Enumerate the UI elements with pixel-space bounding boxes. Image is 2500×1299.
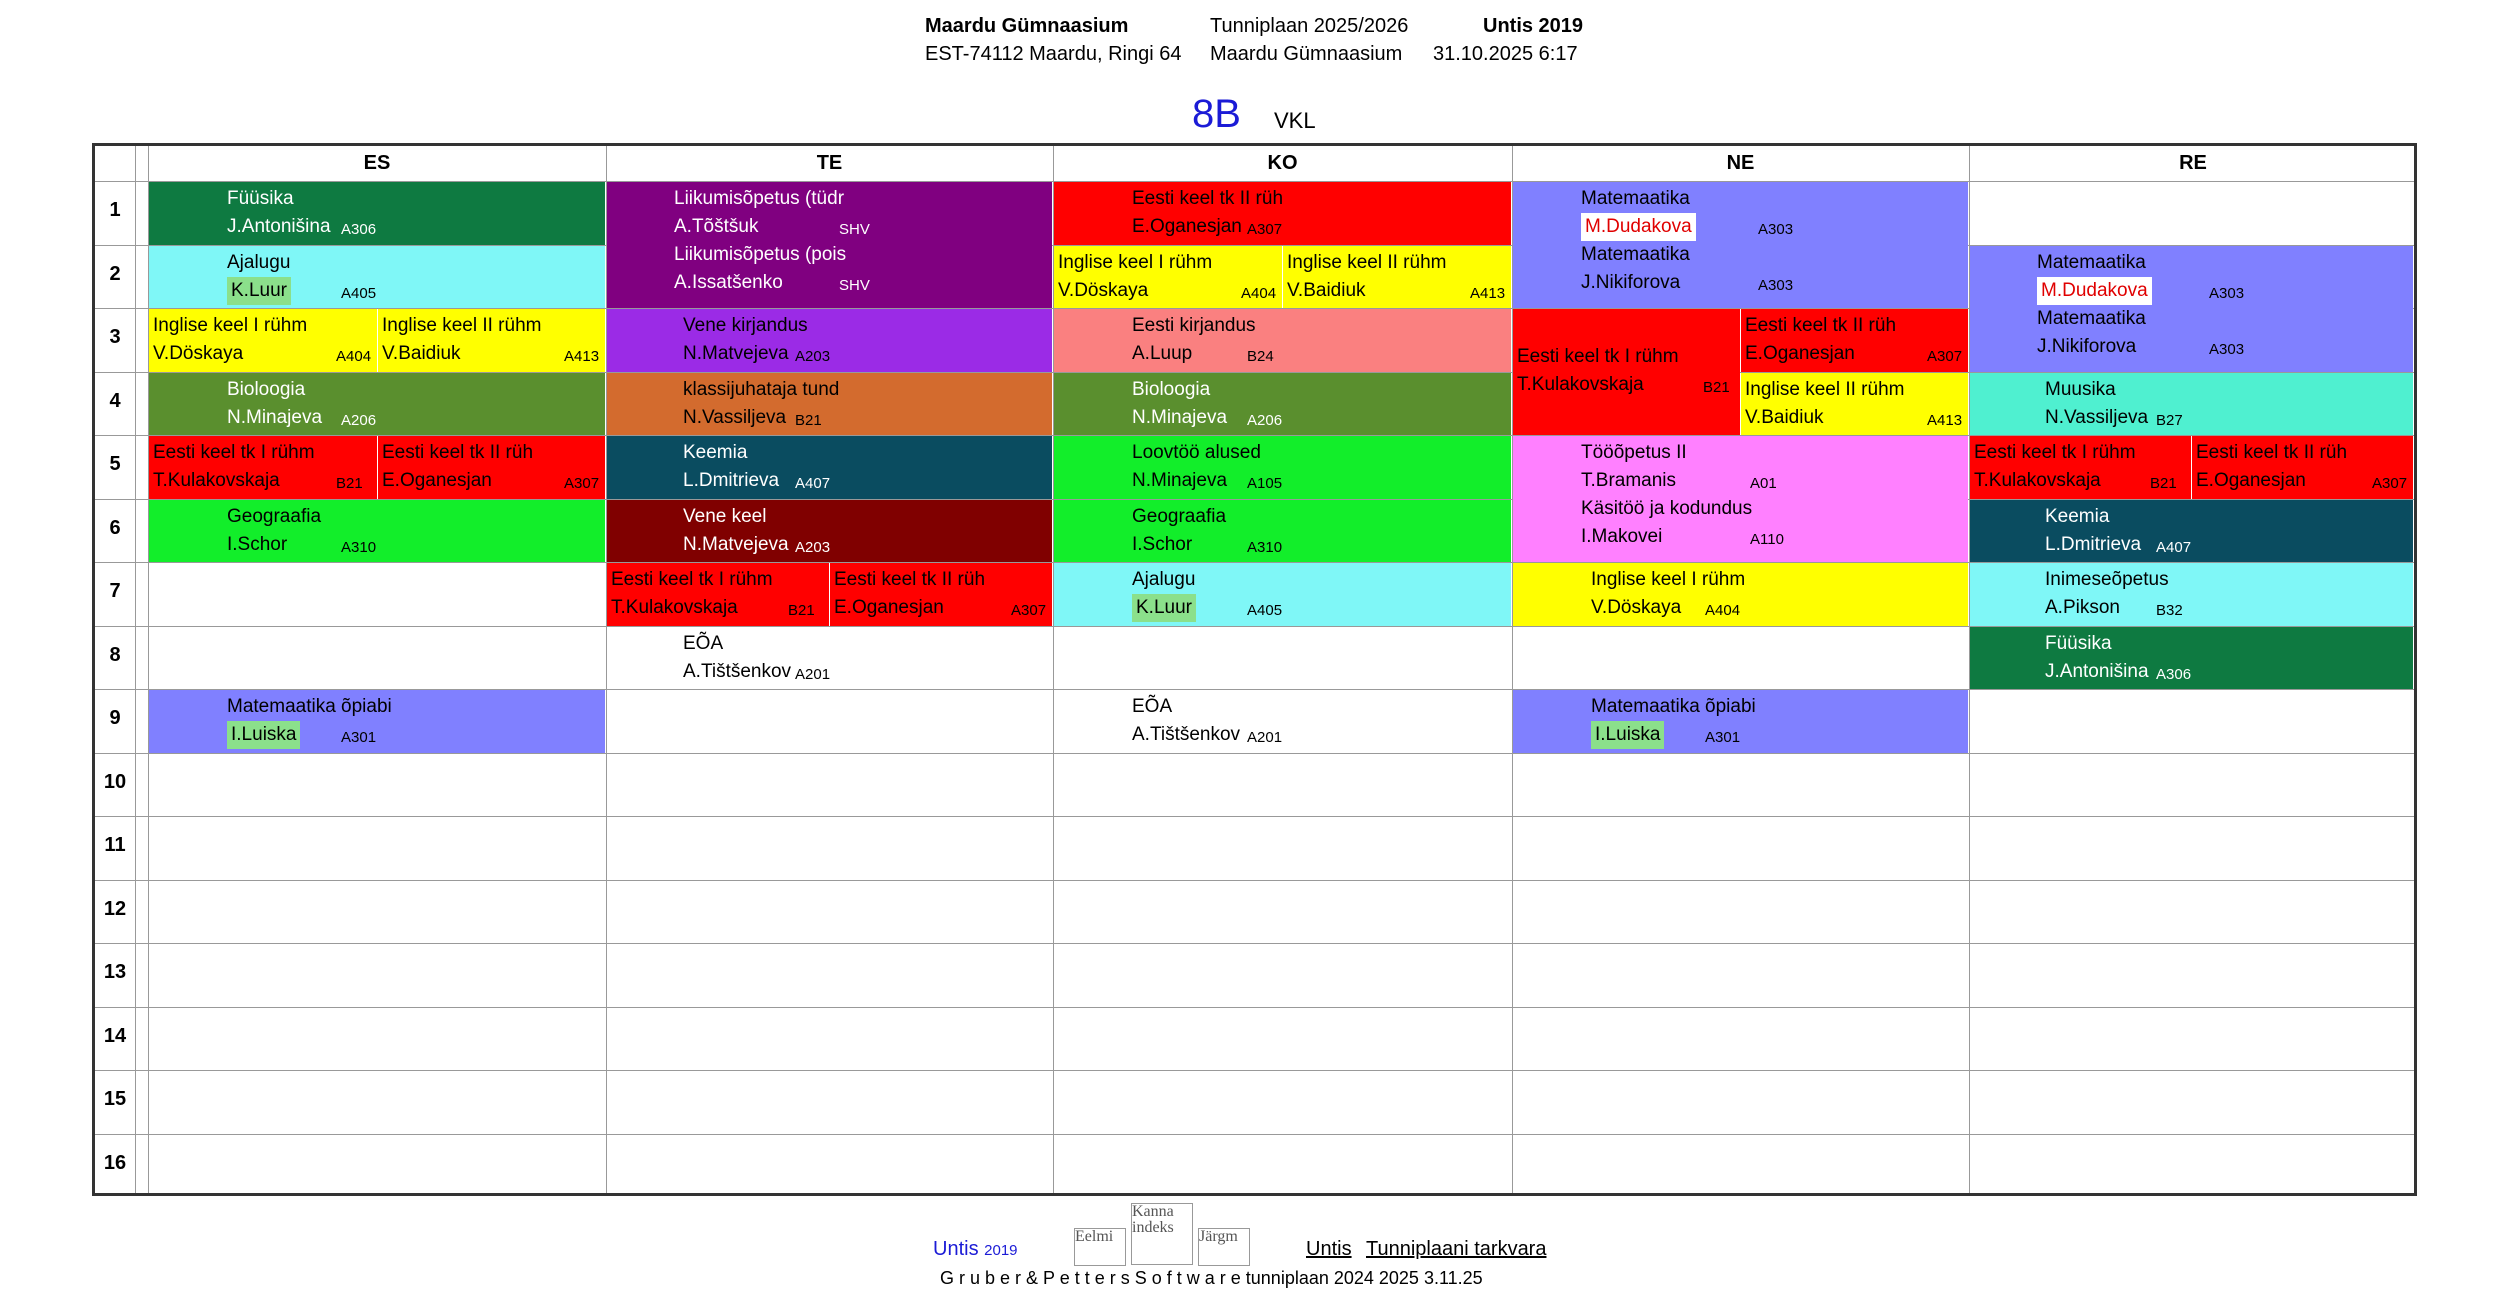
period-number: 13 — [103, 961, 127, 983]
lesson-cell-ko-bioloogia: Bioloogia N.Minajeva A206 — [1054, 373, 1511, 436]
lesson-cell-ko-geograafia: Geograafia I.Schor A310 — [1054, 500, 1511, 563]
day-header-re: RE — [2179, 152, 2207, 174]
period-number: 8 — [109, 643, 121, 666]
period-number: 2 — [109, 262, 121, 285]
period-number: 1 — [109, 199, 121, 221]
school-name-2: Maardu Gümnaasium — [1210, 43, 1403, 65]
plan-title: Tunniplaan 2025/2026 — [1210, 15, 1409, 37]
lesson-cell-es-inglise2: Inglise keel II rühm V.Baidiuk A413 — [378, 309, 605, 372]
school-name: Maardu Gümnaasium — [925, 15, 1129, 37]
lesson-cell-ko-eesti-kirj: Eesti kirjandus A.Luup B24 — [1054, 309, 1511, 372]
next-icon[interactable]: Järgm — [1198, 1228, 1250, 1266]
period-number: 5 — [109, 453, 121, 475]
lesson-cell-es-geograafia: Geograafia I.Schor A310 — [149, 500, 605, 563]
lesson-cell-re-muusika: Muusika N.Vassiljeva B27 — [1970, 373, 2413, 436]
lesson-cell-te-vene-kirj: Vene kirjandus N.Matvejeva A203 — [607, 309, 1052, 372]
lesson-cell-te-vene-keel: Vene keel N.Matvejeva A203 — [607, 500, 1052, 563]
lesson-cell-ko-loovtoo: Loovtöö alused N.Minajeva A105 — [1054, 436, 1511, 499]
lesson-cell-es-opiabi: Matemaatika õpiabi I.Luiska A301 — [149, 690, 605, 753]
lesson-cell-ko-ajalugu: Ajalugu K.Luur A405 — [1054, 563, 1511, 626]
lesson-cell-te-liikumine: Liikumisõpetus (tüdr A.Tõštšuk SHV Liikumisõpetus (pois A.Issatšenko SHV — [607, 182, 1052, 308]
lesson-cell-ko-eoa: EÕA A.Tištšenkov A201 — [1132, 696, 1283, 746]
row-divider — [95, 816, 2414, 817]
period-number: 11 — [104, 834, 126, 856]
period-number: 6 — [109, 516, 121, 539]
row-divider — [95, 943, 2414, 944]
lesson-cell-es-eesti1: Eesti keel tk I rühm T.Kulakovskaja B21 — [149, 436, 377, 499]
lesson-cell-es-eesti2: Eesti keel tk II rüh E.Oganesjan A307 — [378, 436, 605, 499]
lesson-cell-es-fuusika: Füüsika J.Antonišina A306 — [149, 182, 605, 245]
product-name: Untis 2019 — [1483, 15, 1584, 37]
day-header-ne: NE — [1726, 152, 1755, 174]
lesson-cell-re-fuusika: Füüsika J.Antonišina A306 — [1970, 627, 2413, 690]
lesson-cell-ne-inglise1: Inglise keel I rühm V.Döskaya A404 — [1513, 563, 1968, 626]
lesson-cell-ko-inglise1: Inglise keel I rühm V.Döskaya A404 — [1054, 246, 1282, 309]
row-divider — [95, 1134, 2414, 1135]
period-number: 16 — [103, 1151, 127, 1174]
class-teacher: VKL — [1274, 108, 1316, 133]
period-number: 15 — [103, 1088, 127, 1110]
lesson-cell-es-inglise1: Inglise keel I rühm V.Döskaya A404 — [149, 309, 377, 372]
lesson-cell-te-eesti1: Eesti keel tk I rühm T.Kulakovskaja B21 — [607, 563, 829, 626]
lesson-cell-re-keemia: Keemia L.Dmitrieva A407 — [1970, 500, 2413, 563]
lesson-cell-re-inimese: Inimeseõpetus A.Pikson B32 — [1970, 563, 2413, 626]
lesson-cell-re-eesti1: Eesti keel tk I rühm T.Kulakovskaja B21 — [1970, 436, 2191, 499]
row-divider — [95, 753, 2414, 754]
lesson-cell-ko-eesti2: Eesti keel tk II rüh E.Oganesjan A307 — [1054, 182, 1511, 245]
timetable-grid — [92, 143, 2417, 1196]
period-number: 4 — [109, 389, 121, 412]
index-icon[interactable]: Kanna indeks — [1131, 1203, 1193, 1265]
lesson-cell-re-matemaatika: Matemaatika M.Dudakova A303 Matemaatika J.Nikiforova A303 — [1970, 246, 2413, 372]
lesson-cell-ne-matemaatika: Matemaatika M.Dudakova A303 Matemaatika J.Nikiforova A303 — [1513, 182, 1968, 308]
period-number: 14 — [103, 1024, 127, 1047]
row-divider — [95, 880, 2414, 881]
lesson-cell-te-keemia: Keemia L.Dmitrieva A407 — [607, 436, 1052, 499]
lesson-cell-te-klassijuh: klassijuhataja tund N.Vassiljeva B21 — [607, 373, 1052, 436]
period-number: 7 — [109, 580, 121, 602]
school-address: EST-74112 Maardu, Ringi 64 — [925, 43, 1182, 65]
lesson-cell-ne-inglise2: Inglise keel II rühm V.Baidiuk A413 — [1741, 373, 1968, 436]
previous-icon[interactable]: Eelmi — [1074, 1228, 1126, 1266]
period-number: 3 — [109, 326, 121, 348]
lesson-cell-ne-toootpetus: Tööõpetus II T.Bramanis A01 Käsitöö ja kodundus I.Makovei A110 — [1513, 436, 1968, 562]
period-number: 9 — [109, 707, 121, 729]
row-divider — [95, 1007, 2414, 1008]
day-header-ko: KO — [1267, 152, 1298, 174]
class-title: 8B — [1192, 92, 1241, 136]
software-link[interactable]: Tunniplaani tarkvara — [1366, 1238, 1547, 1260]
lesson-cell-te-eesti2: Eesti keel tk II rüh E.Oganesjan A307 — [830, 563, 1052, 626]
period-number: 10 — [103, 770, 127, 793]
footer-credit: G r u b e r & P e t t e r s S o f t w a r e tunniplaan 2024 2025 3.11.25 — [940, 1268, 1483, 1288]
day-header-es: ES — [363, 152, 391, 174]
lesson-cell-es-ajalugu: Ajalugu K.Luur A405 — [149, 246, 605, 309]
footer-untis: Untis 2019 — [933, 1238, 1018, 1260]
lesson-cell-ne-eesti2: Eesti keel tk II rüh E.Oganesjan A307 — [1741, 309, 1968, 372]
untis-link[interactable]: Untis — [1306, 1238, 1352, 1260]
lesson-cell-ko-inglise2: Inglise keel II rühm V.Baidiuk A413 — [1283, 246, 1511, 309]
row-divider — [95, 1070, 2414, 1071]
period-number: 12 — [103, 897, 127, 920]
lesson-cell-re-eesti2: Eesti keel tk II rüh E.Oganesjan A307 — [2192, 436, 2413, 499]
lesson-cell-es-bioloogia: Bioloogia N.Minajeva A206 — [149, 373, 605, 436]
lesson-cell-te-eoa: EÕA A.Tištšenkov A201 — [683, 632, 831, 683]
lesson-cell-ne-opiabi: Matemaatika õpiabi I.Luiska A301 — [1513, 690, 1968, 753]
print-datetime: 31.10.2025 6:17 — [1433, 43, 1578, 65]
lesson-cell-ne-eesti1: Eesti keel tk I rühm T.Kulakovskaja B21 — [1513, 309, 1740, 435]
day-header-te: TE — [816, 152, 843, 174]
